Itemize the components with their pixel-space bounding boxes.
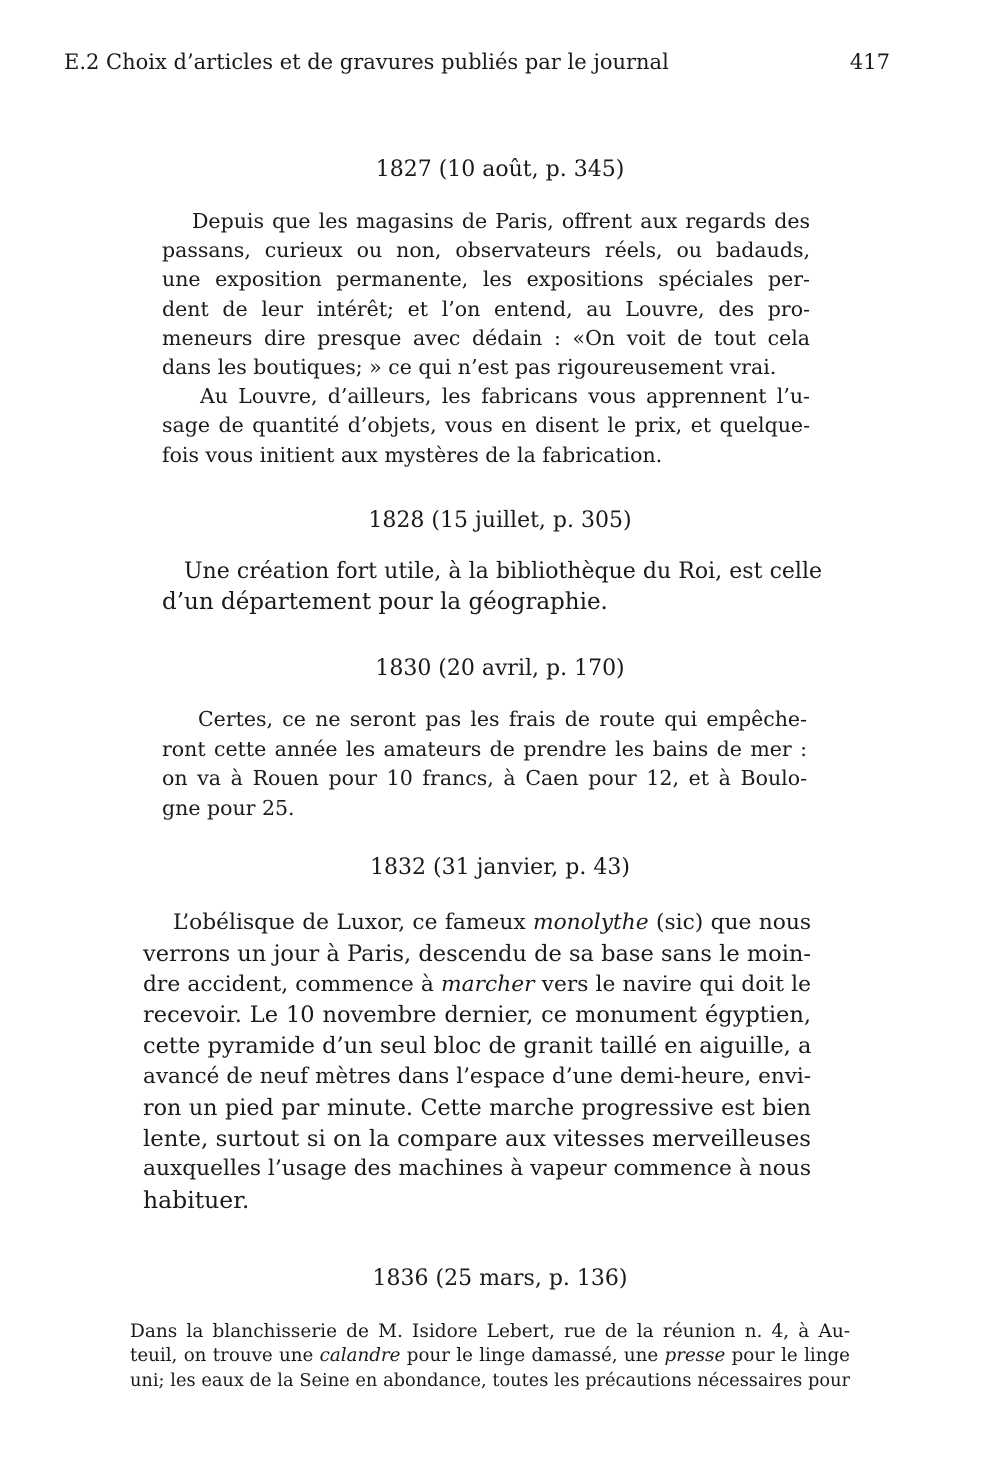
text-line: Une création fort utile, à la bibliothèque du Roi, est celle: [184, 559, 822, 584]
text-line: Certes, ce ne seront pas les frais de route qui empêche-: [198, 707, 807, 731]
text-line: gne pour 25.: [162, 795, 295, 820]
text-line: uni; les eaux de la Seine en abondance, toutes les précautions nécessaires pour: [130, 1370, 850, 1391]
italic-term: monolythe: [532, 910, 649, 935]
text-line: habituer.: [143, 1186, 250, 1215]
text-line: d’un département pour la géographie.: [162, 589, 608, 615]
entry-title-1827: 1827 (10 août, p. 345): [375, 157, 625, 182]
text-line: Dans la blanchisserie de M. Isidore Lebert, rue de la réunion n. 4, à Au-: [130, 1321, 850, 1342]
text-line: sage de quantité d’objets, vous en disent le prix, et quelque-: [162, 413, 810, 438]
text-line: cette pyramide d’un seul bloc de granit taillé en aiguille, a: [143, 1033, 812, 1060]
text-line: Au Louvre, d’ailleurs, les fabricans vous apprennent l’u-: [200, 384, 810, 409]
text-line: recevoir. Le 10 novembre dernier, ce monument égyptien,: [143, 1002, 811, 1029]
text-line: une exposition permanente, les expositions spéciales per-: [162, 267, 810, 292]
text-line: ron un pied par minute. Cette marche progressive est bien: [143, 1094, 811, 1121]
text-line: lente, surtout si on la compare aux vitesses merveilleuses: [143, 1125, 811, 1152]
text-line: dent de leur intérêt; et l’on entend, au Louvre, des pro-: [162, 296, 810, 321]
text-line: dre accident, commence à marcher vers le navire qui doit le: [143, 971, 811, 997]
text-line: meneurs dire presque avec dédain : «On voit de tout cela: [162, 325, 810, 350]
page-number: 417: [849, 50, 890, 74]
entry-title-1828: 1828 (15 juillet, p. 305): [368, 508, 632, 533]
entry-text-1836: [130, 1320, 850, 1393]
section-title: E.2 Choix d’articles et de gravures publiés par le journal: [64, 50, 669, 74]
entry-text-1830: [162, 705, 807, 823]
text-line: dans les boutiques; » ce qui n’est pas rigoureusement vrai.: [162, 355, 777, 380]
text-line: teuil, on trouve une calandre pour le linge damassé, une presse pour le linge: [130, 1345, 850, 1367]
entry-title-1836: 1836 (25 mars, p. 136): [372, 1266, 628, 1291]
text-line: auxquelles l’usage des machines à vapeur commence à nous: [143, 1156, 811, 1182]
text-line: on va à Rouen pour 10 francs, à Caen pour 12, et à Boulo-: [162, 766, 807, 790]
text-line: passans, curieux ou non, observateurs réels, ou badauds,: [162, 238, 810, 263]
text-line: verrons un jour à Paris, descendu de sa base sans le moin-: [143, 940, 811, 967]
text-line: avancé de neuf mètres dans l’espace d’une demi-heure, envi-: [143, 1063, 811, 1089]
text-line: ront cette année les amateurs de prendre les bains de mer :: [162, 736, 807, 761]
entry-text-1827: [162, 207, 810, 470]
text-line: fois vous initient aux mystères de la fabrication.: [162, 442, 663, 467]
entry-title-1832: 1832 (31 janvier, p. 43): [370, 855, 630, 880]
entry-title-1830: 1830 (20 avril, p. 170): [375, 656, 625, 681]
text-line: Depuis que les magasins de Paris, offrent aux regards des: [192, 209, 810, 233]
italic-term: presse: [664, 1345, 726, 1367]
entry-text-1828: [162, 556, 822, 618]
entry-text-1832: [143, 908, 811, 1216]
text-line: L’obélisque de Luxor, ce fameux monolythe (sic) que nous: [173, 910, 811, 935]
italic-term: calandre: [319, 1345, 401, 1367]
italic-term: marcher: [441, 971, 535, 997]
